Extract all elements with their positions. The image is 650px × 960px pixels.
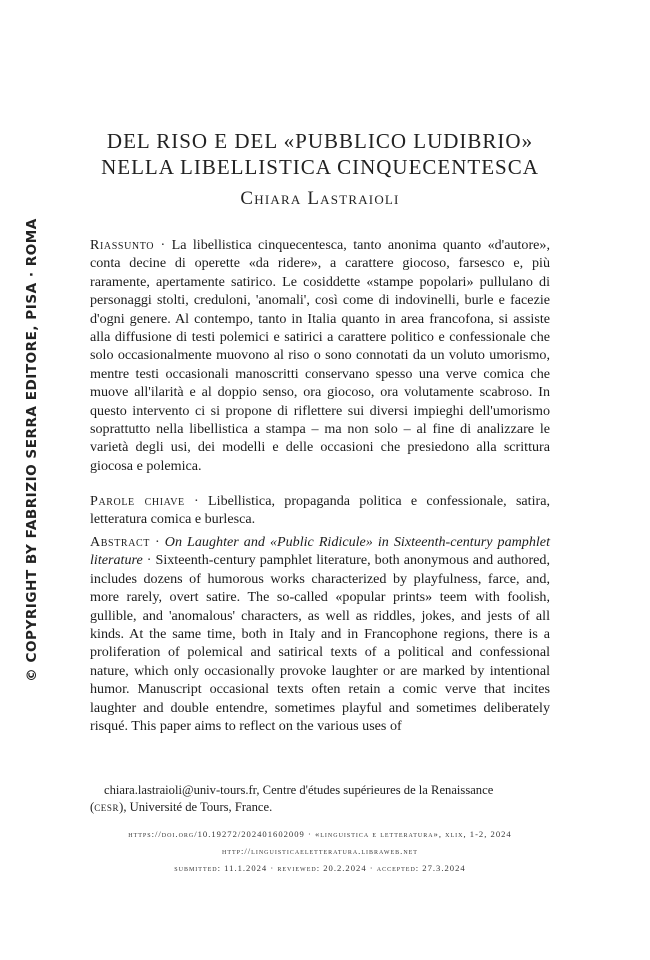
copyright-notice: © COPYRIGHT BY FABRIZIO SERRA EDITORE, PISA · ROMA [24, 218, 41, 682]
doi-line: https://doi.org/10.19272/202401602009 · «linguistica e letteratura», xlix, 1-2, 2024 [128, 829, 512, 839]
keywords-block [90, 492, 550, 529]
riassunto-block [90, 236, 550, 475]
abstract-block [90, 533, 550, 735]
abstract-text: Sixteenth-century pamphlet literature, both anonymous and authored, includes dozens of humorous works characterized by playfulness, farce, and, more rarely, overt satire. The so-called «popular prints» teem with foolish, gullible, and 'anomalous' characters, as well as riddles, jokes, and jests of all kinds. At the same time, both in Italy and in Francophone regions, there is a proliferation of polemical and satirical texts of a political and confessional nature, which only occasionally provoke laughter or are marked by intentional humor. Manuscript occasional texts often retain a comic verve that incites laughter and double entendre, sometimes playful and sometimes deliberately risqué. This paper aims to reflect on the various uses of [90, 552, 550, 735]
copyright-sidebar [12, 200, 52, 700]
separator: · [142, 552, 156, 569]
keywords-label: Parole chiave [90, 493, 185, 509]
article-title [90, 128, 550, 180]
title-line-2: NELLA LIBELLISTICA CINQUECENTESCA [101, 155, 539, 179]
submission-dates: submitted: 11.1.2024 · reviewed: 20.2.2024 · accepted: 27.3.2024 [174, 863, 466, 873]
riassunto-label: Riassunto [90, 237, 155, 253]
affiliation-rest: , Université de Tours, France. [123, 800, 273, 814]
abstract-label: Abstract [90, 534, 150, 550]
title-line-1: DEL RISO E DEL «PUBBLICO LUDIBRIO» [106, 129, 534, 153]
separator: · [184, 493, 209, 509]
separator: · [150, 534, 165, 550]
paren: ( [90, 800, 95, 814]
riassunto-text: La libellistica cinquecentesca, tanto anonima quanto «d'autore», conta decine di operette «da ridere», a carattere giocoso, farsesco e, più raramente, apertamente satirico. Le cosiddette «stampe popolari» pullulano di personaggi stolti, creduloni, 'anomali', così come di indovinelli, burle e facezie d'ogni genere. Al contempo, tanto in Italia quanto in area francofona, si assiste alla diffusione di testi polemici e satirici a carattere politico e confessionale che solo occasionalmente muovono al riso o sono connotati da un voluto umorismo, mentre testi occasionali manoscritti conservano spesso una verve comica che muove all'ilarità e al doppio senso, ora giocoso, ora volutamente scabroso. In questo intervento ci si propone di riflettere sui diversi impieghi dell'umorismo soprattutto nella libellistica a stampa – ma non solo – al fine di analizzare le varietà degli usi, dei modelli e delle occasioni che presiedono alla scrittura giocosa e polemica. [90, 237, 550, 474]
paren: ) [119, 800, 124, 814]
author-affiliation-footnote [90, 782, 550, 816]
abstract-title: On Laughter and «Public Ridicule» in Sixteenth-century pamphlet literature [90, 534, 550, 569]
author-email-affiliation: chiara.lastraioli@univ-tours.fr, Centre d'études supérieures de la Renaissance [104, 783, 494, 797]
journal-url: http://linguisticaeletteratura.libraweb.net [222, 846, 418, 856]
author-name: Chiara Lastraioli [240, 188, 400, 209]
keywords-text: Libellistica, propaganda politica e confessionale, satira, letteratura comica e burlesca. [90, 493, 550, 528]
cesr-acronym: cesr [94, 800, 120, 814]
separator: · [154, 237, 172, 253]
